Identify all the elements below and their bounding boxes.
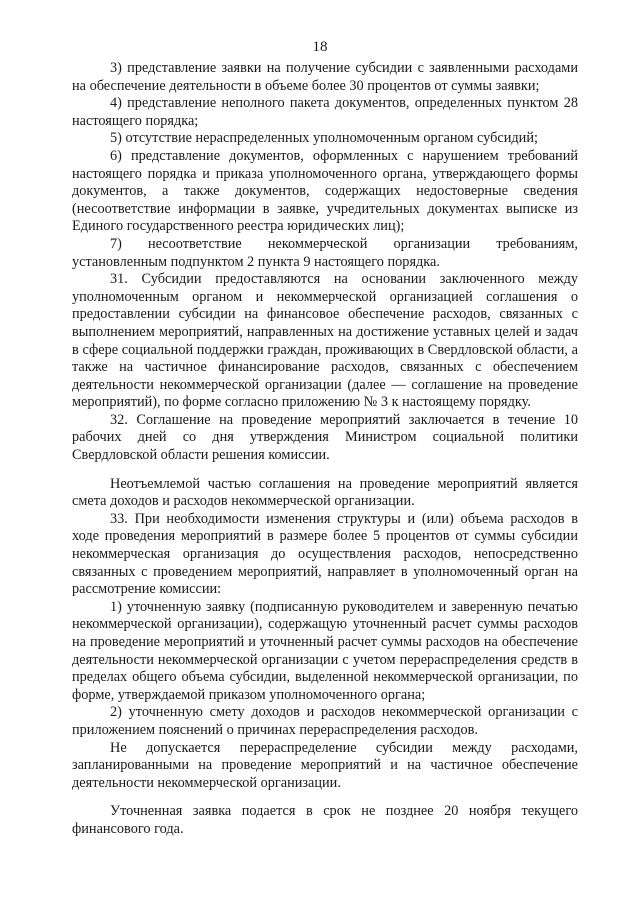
- page-number: 18: [312, 39, 328, 55]
- paragraph-item-6: 6) представление документов, оформленных с нарушением требований настоящего порядка и приказа уполномоченного органа, утверждающего формы документов, а также документов, содержащих недостоверные сведения (несоответствие информации в заявке, учредительных документах выписке из Единого государственного реестра юридических лиц);: [72, 147, 578, 235]
- paragraph-clause-33: 33. При необходимости изменения структуры и (или) объема расходов в ходе проведения мероприятий в размере более 5 процентов от суммы субсидии некоммерческая организация до осуществления расходов, непосредственно связанных с проведением мероприятий, направляет в уполномоченный орган на рассмотрение комиссии:: [72, 510, 578, 598]
- paragraph-item-3: 3) представление заявки на получение субсидии с заявленными расходами на обеспечение деятельности в объеме более 30 процентов от суммы заявки;: [72, 60, 578, 94]
- paragraph-item-4: 4) представление неполного пакета документов, определенных пунктом 28 настоящего порядка;: [72, 95, 578, 129]
- paragraph-item-7: 7) несоответствие некоммерческой организации требованиям, установленным подпунктом 2 пункта 9 настоящего порядка.: [72, 235, 578, 270]
- paragraph-estimate-note: Неотъемлемой частью соглашения на проведение мероприятий является смета доходов и расходов некоммерческой организации.: [72, 475, 578, 510]
- paragraph-clause-32: 32. Соглашение на проведение мероприятий заключается в течение 10 рабочих дней со дня утверждения Министром социальной политики Свердловской области решения комиссии.: [72, 411, 578, 464]
- paragraph-deadline: Уточненная заявка подается в срок не позднее 20 ноября текущего финансового года.: [72, 803, 578, 837]
- paragraph-clause-31: 31. Субсидии предоставляются на основании заключенного между уполномоченным органом и некоммерческой организацией соглашения о предоставлении субсидии на финансовое обеспечение расходов, связанных с выполнением мероприятий, направленных на достижение уставных целей и задач в сфере социальной поддержки граждан, проживающих в Свердловской области, а также на частичное финансирование расходов, связанных с обеспечением деятельности некоммерческой организации (далее — соглашение на проведение мероприятий), по форме согласно приложению № 3 к настоящему порядку.: [72, 271, 578, 411]
- paragraph-subitem-2: 2) уточненную смету доходов и расходов некоммерческой организации с приложением пояснений о причинах перераспределения расходов.: [72, 704, 578, 738]
- document-body: [72, 60, 578, 839]
- paragraph-redistribution-ban: Не допускается перераспределение субсидии между расходами, запланированными на проведение мероприятий и на частичное обеспечение деятельности некоммерческой организации.: [72, 739, 578, 791]
- paragraph-subitem-1: 1) уточненную заявку (подписанную руководителем и заверенную печатью некоммерческой организации), содержащую уточненный расчет суммы расходов на проведение мероприятий и уточненный расчет суммы расходов на обеспечение деятельности некоммерческой организации с учетом перераспределения средств в пределах общего объема субсидии, выделенной некоммерческой организации, по форме, утверждаемой приказом уполномоченного органа;: [72, 598, 578, 703]
- paragraph-item-5: 5) отсутствие нераспределенных уполномоченным органом субсидий;: [110, 130, 538, 147]
